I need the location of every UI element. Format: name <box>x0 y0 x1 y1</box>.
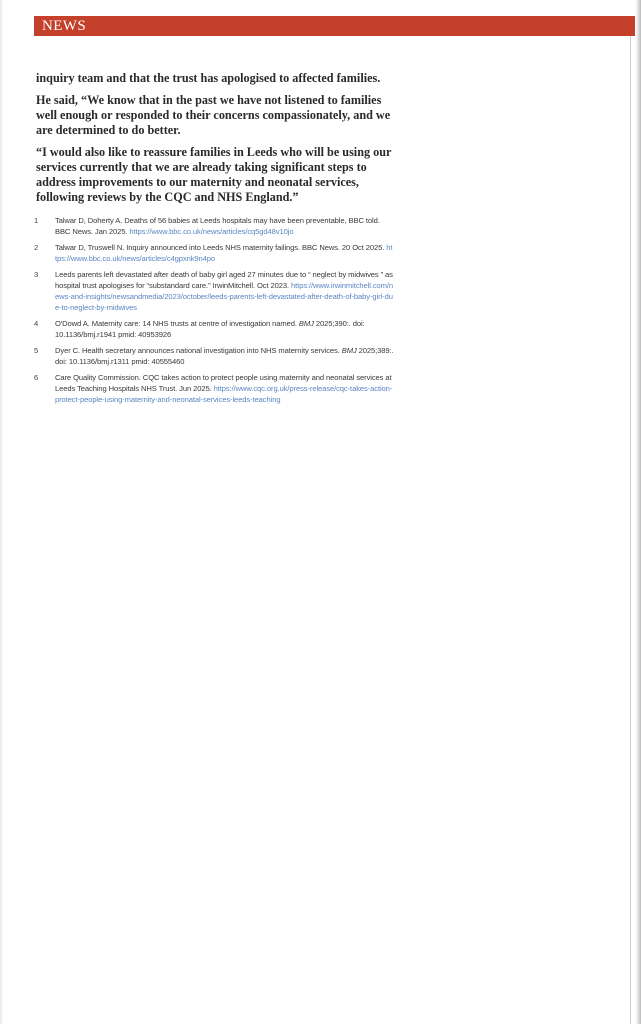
reference-link[interactable]: https://www.bbc.co.uk/news/articles/c4gpxnk9n4po <box>55 243 393 263</box>
reference-number: 3 <box>34 270 39 279</box>
article-paragraph: “I would also like to reassure families in Leeds who will be using our services currently that we are already taking significant steps to address improvements to our maternity and neonatal services, following reviews by the CQC and NHS England.” <box>36 145 392 204</box>
article-body <box>36 71 396 212</box>
reference-link[interactable]: https://www.cqc.org.uk/press-release/cqc-takes-action-protect-people-using-maternity-and-neonatal-services-leeds-teaching <box>55 384 393 404</box>
reference-text: Care Quality Commission. CQC takes action to protect people using maternity and neonatal services at Leeds Teaching Hospitals NHS Trust. Jun 2025. <box>55 373 392 393</box>
reference-number: 1 <box>34 216 39 225</box>
reference-number: 5 <box>34 346 39 355</box>
reference-item <box>34 318 394 340</box>
reference-journal: BMJ <box>341 346 357 355</box>
reference-list <box>34 215 394 410</box>
page-edge-shadow <box>635 0 641 1024</box>
reference-text-block <box>55 318 394 340</box>
reference-text-block <box>55 242 394 264</box>
reference-journal: BMJ <box>298 319 314 328</box>
reference-text: Talwar D, Doherty A. Deaths of 56 babies at Leeds hospitals may have been preventable, BBC told. BBC News. Jan 2025. <box>55 216 380 236</box>
scan-shading-left <box>0 0 3 1024</box>
reference-text: O'Dowd A. Maternity care: 14 NHS trusts at centre of investigation named. <box>55 319 299 328</box>
reference-citation: 2025;389:. doi: 10.1136/bmj.r1311 pmid: 40555460 <box>55 346 394 366</box>
reference-citation: 2025;390:. doi: 10.1136/bmj.r1941 pmid: 40953926 <box>55 319 365 339</box>
reference-item <box>34 269 394 313</box>
reference-text-block <box>55 345 394 367</box>
reference-number: 6 <box>34 373 39 382</box>
reference-text-block <box>55 269 394 313</box>
page-edge-line <box>630 20 631 1024</box>
section-header-bar <box>34 16 635 36</box>
reference-text-block <box>55 215 394 237</box>
section-label: NEWS <box>42 18 87 34</box>
reference-text-block <box>55 372 394 405</box>
reference-item <box>34 242 394 264</box>
reference-text: Talwar D, Truswell N. Inquiry announced into Leeds NHS maternity failings. BBC News. 20 Oct 2025. <box>55 243 387 252</box>
article-paragraph: He said, “We know that in the past we have not listened to families well enough or responded to their concerns compassionately, and we are determined to do better. <box>36 93 391 137</box>
reference-link[interactable]: https://www.irwinmitchell.com/news-and-insights/newsandmedia/2023/october/leeds-parents-left-devastated-after-death-of-baby-girl-due-to-neglect-by-midwives <box>55 281 394 312</box>
article-paragraph: inquiry team and that the trust has apologised to affected families. <box>36 71 381 85</box>
reference-number: 2 <box>34 243 39 252</box>
reference-text: Leeds parents left devastated after death of baby girl aged 27 minutes due to “ neglect by midwives ” as hospital trust apologises for “substandard care.” IrwinMitchell. Oct 2023. <box>55 270 393 290</box>
reference-number: 4 <box>34 319 39 328</box>
reference-item <box>34 215 394 237</box>
reference-item <box>34 345 394 367</box>
reference-text: Dyer C. Health secretary announces national investigation into NHS maternity services. <box>55 346 342 355</box>
reference-item <box>34 372 394 405</box>
reference-link[interactable]: https://www.bbc.co.uk/news/articles/cq5gd48v10jo <box>129 227 294 236</box>
